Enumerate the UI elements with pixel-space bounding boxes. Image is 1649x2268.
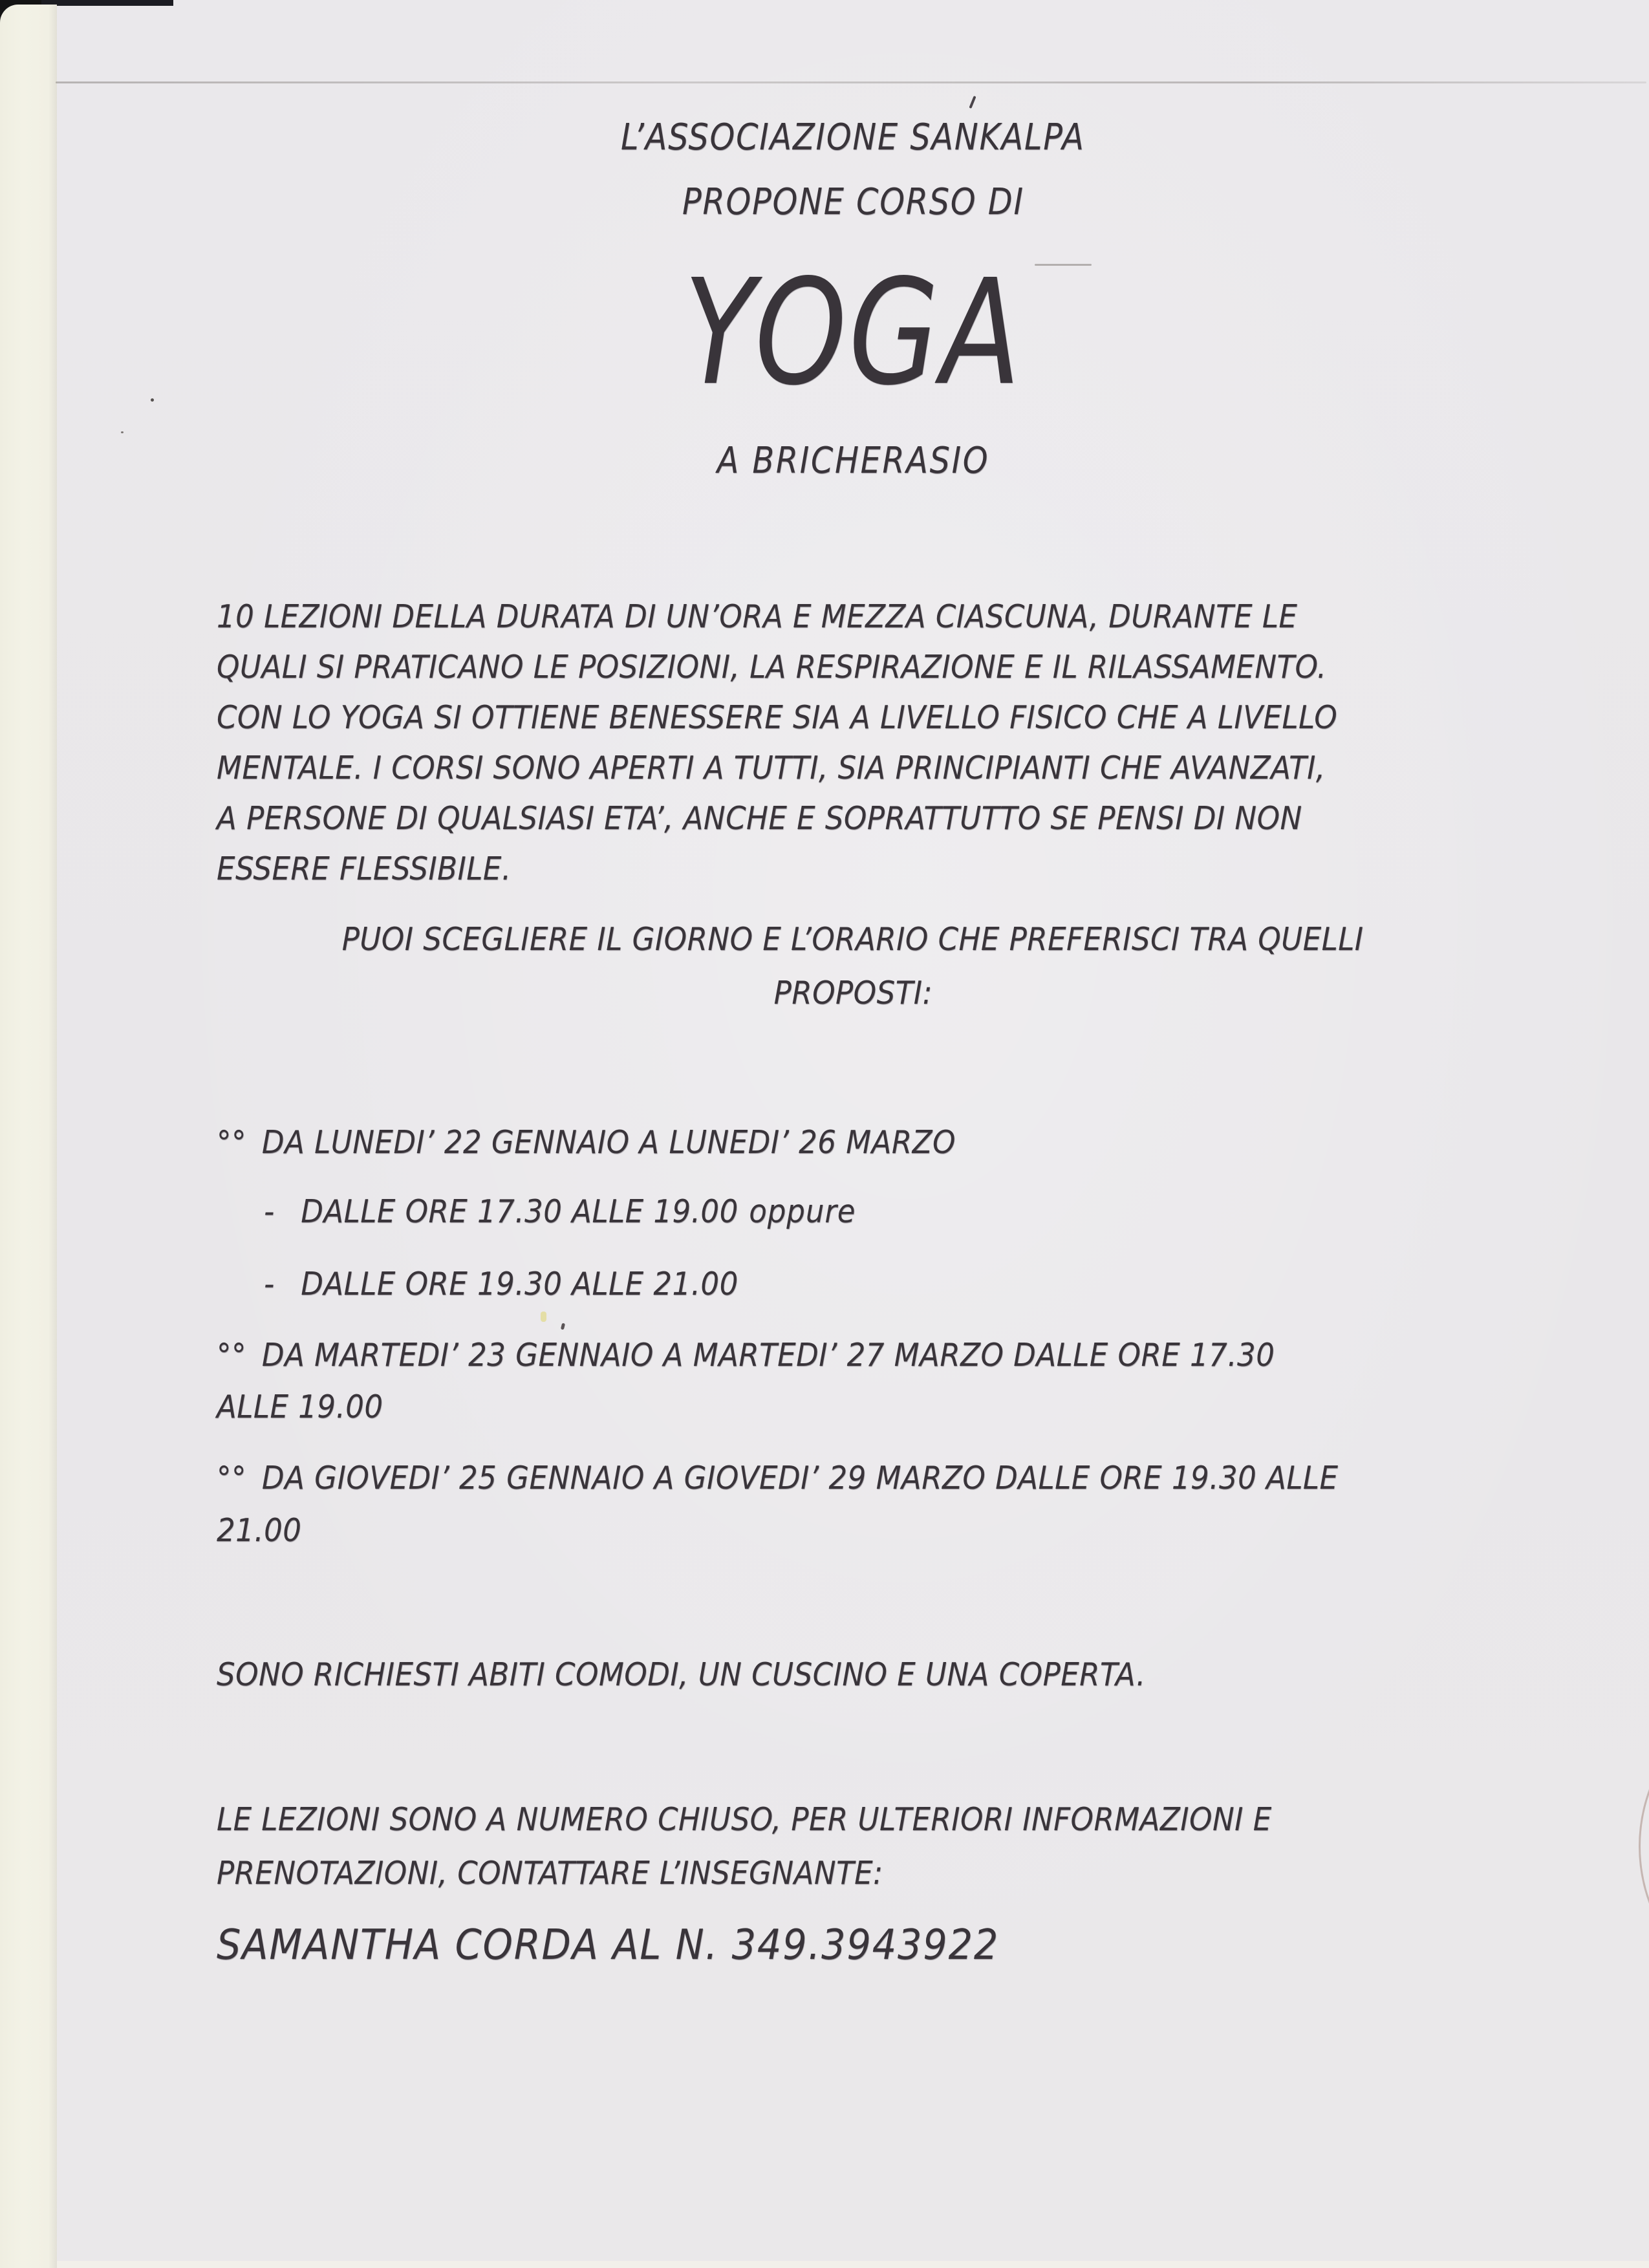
intro-line-5: A PERSONE DI QUALSIASI ETA’, ANCHE E SOPRATTUTTO SE PENSI DI NON [217, 800, 1302, 837]
subtitle-propone [57, 181, 1649, 224]
degree-bullet: °° [217, 1337, 246, 1374]
contact-line: SAMANTHA CORDA AL N. 349.3943922 [217, 1921, 1000, 1969]
association-name [57, 116, 1649, 159]
choose-line-2 [57, 973, 1649, 1014]
schedule-item-monday-text: DA LUNEDI’ 22 GENNAIO A LUNEDI’ 26 MARZO [261, 1124, 956, 1161]
booking-line-2: PRENOTAZIONI, CONTATTARE L’INSEGNANTE: [217, 1855, 883, 1892]
scanner-edge-strip [0, 5, 57, 2268]
scanner-bottom-band [57, 2261, 1649, 2268]
dash-bullet: - [264, 1266, 275, 1302]
schedule-item-tuesday-text: DA MARTEDI’ 23 GENNAIO A MARTEDI’ 27 MARZO DALLE ORE 17.30 [261, 1337, 1275, 1374]
location-text: A BRICHERASIO [717, 440, 989, 482]
dust-speck [121, 431, 124, 433]
intro-line-6: ESSERE FLESSIBILE. [217, 850, 512, 887]
page-title-text: YOGA [684, 248, 1022, 418]
schedule-item-thursday-line-1 [217, 1458, 1338, 1499]
association-name-text: L’ASSOCIAZIONE SANKALPA [621, 116, 1085, 158]
intro-line-1: 10 LEZIONI DELLA DURATA DI UN’ORA E MEZZA CIASCUNA, DURANTE LE [217, 598, 1298, 635]
page-title [57, 248, 1649, 418]
degree-bullet: °° [217, 1124, 246, 1161]
intro-line-3: CON LO YOGA SI OTTIENE BENESSERE SIA A LIVELLO FISICO CHE A LIVELLO [217, 699, 1338, 736]
schedule-item-monday [217, 1122, 956, 1163]
stray-tick-mark [969, 96, 976, 109]
requirements-line: SONO RICHIESTI ABITI COMODI, UN CUSCINO E UNA COPERTA. [217, 1656, 1146, 1693]
subtitle-propone-text: PROPONE CORSO DI [682, 181, 1024, 223]
choose-line-2-text: PROPOSTI: [773, 975, 932, 1011]
intro-line-2: QUALI SI PRATICANO LE POSIZIONI, LA RESPIRAZIONE E IL RILASSAMENTO. [217, 649, 1327, 686]
degree-bullet: °° [217, 1460, 246, 1496]
schedule-item-tuesday-line-2: ALLE 19.00 [217, 1388, 383, 1425]
schedule-item-thursday-text: DA GIOVEDI’ 25 GENNAIO A GIOVEDI’ 29 MARZO DALLE ORE 19.30 ALLE [261, 1460, 1339, 1496]
schedule-monday-option-1 [264, 1191, 856, 1233]
scan-arc-artifact [1639, 1683, 1649, 2010]
schedule-monday-option-1-text: DALLE ORE 17.30 ALLE 19.00 [301, 1193, 738, 1230]
intro-line-4: MENTALE. I CORSI SONO APERTI A TUTTI, SIA PRINCIPIANTI CHE AVANZATI, [217, 750, 1326, 786]
stray-apostrophe-mark [561, 1323, 565, 1330]
schedule-monday-option-2-text: DALLE ORE 19.30 ALLE 21.00 [301, 1266, 738, 1302]
schedule-monday-option-2 [264, 1264, 738, 1305]
dash-bullet: - [264, 1193, 275, 1230]
schedule-item-thursday-line-2: 21.00 [217, 1512, 302, 1549]
choose-line-1-text: PUOI SCEGLIERE IL GIORNO E L’ORARIO CHE PREFERISCI TRA QUELLI [342, 921, 1364, 958]
schedule-item-tuesday-line-1 [217, 1335, 1275, 1376]
paper-fold-line [56, 81, 1646, 83]
location-line [57, 440, 1649, 482]
yellow-smudge [541, 1312, 546, 1322]
oppure-word: oppure [749, 1193, 856, 1230]
booking-line-1: LE LEZIONI SONO A NUMERO CHIUSO, PER ULTERIORI INFORMAZIONI E [217, 1801, 1272, 1838]
choose-line-1 [57, 919, 1649, 960]
